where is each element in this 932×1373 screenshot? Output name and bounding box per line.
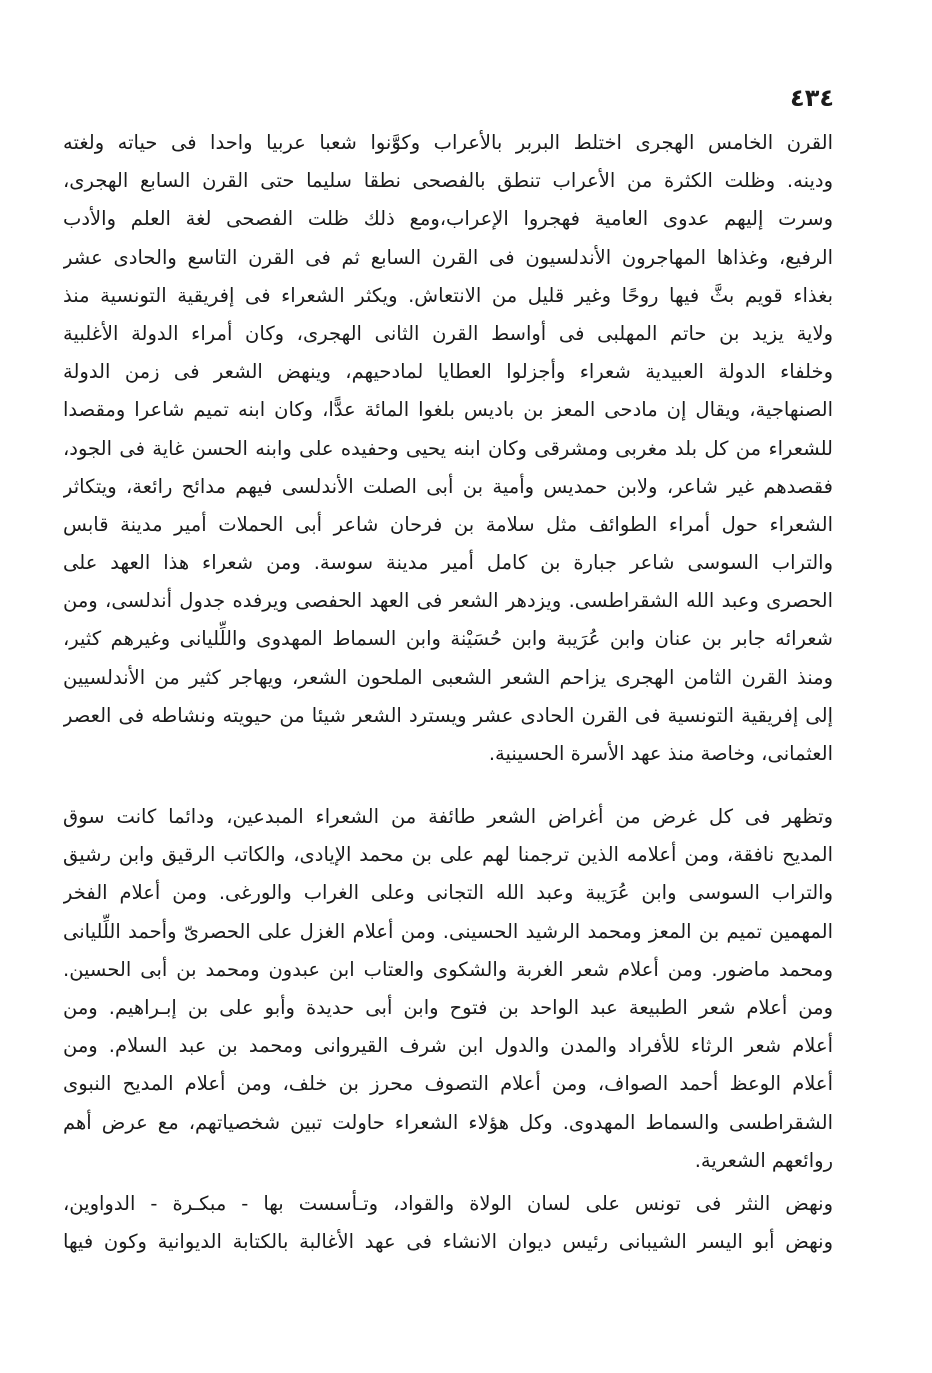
text-line: روائعهم الشعرية.: [694, 1148, 833, 1172]
text-line: ومنذ القرن الثامن الهجرى يزاحم الشعر الشعبى الملحون الشعر، ويهاجر كثير من الأندلسيين: [63, 665, 833, 689]
text-line: المهمين تميم بن المعز ومحمد الرشيد الحسينى. ومن أعلام الغزل على الحصرىّ وأحمد اللِّليانى: [63, 919, 833, 943]
text-line: ومحمد ماضور. ومن أعلام شعر الغربة والشكوى والعتاب ابن عبدون ومحمد بن أبى الحسين.: [63, 957, 833, 981]
text-line: للشعراء من كل بلد مغربى ومشرقى وكان ابنه يحيى وحفيده على وابنه الحسن غاية فى الجود،: [63, 436, 833, 460]
text-line: بغذاء قويم بثَّ فيها روحًا وغير قليل من الانتعاش. ويكثر الشعراء فى إفريقية التونسية منذ: [63, 283, 833, 307]
text-line: وتظهر فى كل غرض من أغراض الشعر طائفة من الشعراء المبدعين، ودائما كانت سوق: [63, 805, 833, 828]
text-line: الصنهاجية، ويقال إن مادحى المعز بن باديس بلغوا المائة عدًّا، وكان ابنه تميم شاعرا ومقصدا: [63, 398, 833, 422]
text-line: الرفيع، وغذاها المهاجرون الأندلسيون فى القرن السابع ثم فى القرن التاسع والحادى عشر: [63, 245, 833, 269]
text-line: ودينه. وظلت الكثرة من الأعراب تنطق بالفصحى نطقا سليما حتى القرن السابع الهجرى،: [63, 169, 833, 193]
text-line: إلى إفريقية التونسية فى القرن الحادى عشر ويسترد الشعر شيئا من حيويته ونشاطه فى العصر: [63, 703, 833, 727]
page-number: ٤٣٤: [790, 84, 834, 112]
text-line: ونهض أبو اليسر الشيبانى رئيس ديوان الانشاء فى عهد الأغالبة بالكتابة الديوانية وكون فيها: [63, 1230, 833, 1254]
text-line: العثمانى، وخاصة منذ عهد الأسرة الحسينية.: [488, 742, 833, 765]
text-line: شعرائه جابر بن عنان وابن عُرَيبة وابن حُسَيْنة وابن السماط المهدوى واللِّليانى وغيرهم كثير،: [63, 627, 833, 651]
text-line: الشعراء حول أمراء الطوائف مثل سلامة بن فرحان شاعر أبى الحملات أمير مدينة قابس: [63, 512, 833, 536]
text-line: الحصرى وعبد الله الشقراطسى. ويزدهر الشعر فى العهد الحفصى ويرفده جدول أندلسى، ومن: [63, 589, 833, 613]
text-line: ونهض النثر فى تونس على لسان الولاة والقواد، وتـأسست بها - مبكـرة - الدواوين،: [63, 1192, 833, 1215]
text-line: وخلفاء الدولة العبيدية شعراء وأجزلوا العطايا لمادحيهم، وينهض الشعر فى زمن الدولة: [63, 360, 833, 384]
paragraph-3: [63, 1185, 833, 1261]
text-line: القرن الخامس الهجرى اختلط البربر بالأعراب وكوَّنوا شعبا عربيا واحدا فى حياته ولغته: [63, 131, 833, 154]
text-line: والتراب السوسى وابن عُرَيبة وعبد الله التجانى وعلى الغراب والورغى. ومن أعلام الفخر: [63, 881, 833, 905]
text-line: المديح نافقة، ومن أعلامه الذين ترجمنا لهم على بن محمد الإيادى، والكاتب الرقيق وابن رشيق: [63, 843, 833, 867]
text-line: والتراب السوسى شاعر جبارة بن كامل أمير مدينة سوسة. ومن شعراء هذا العهد على: [63, 551, 833, 575]
text-line: ولاية يزيد بن حاتم المهلبى فى أواسط القرن الثانى الهجرى، وكان أمراء الدولة الأغلبية: [63, 321, 833, 345]
text-line: فقصدهم غير شاعر، ولابن حمديس وأمية بن أبى الصلت الأندلسى فيهم مدائح رائعة، ويتكاثر: [63, 474, 833, 498]
paragraph-2: [63, 798, 833, 1180]
text-line: ومن أعلام شعر الطبيعة عبد الواحد بن فتوح وابن أبى حديدة وأبو على بن إبـراهيم. ومن: [63, 995, 833, 1019]
text-line: أعلام الوعظ أحمد الصواف، ومن أعلام التصوف محرز بن خلف، ومن أعلام المديح النبوى: [63, 1072, 833, 1096]
paragraph-1: [63, 124, 833, 773]
text-line: أعلام شعر الرثاء للأفراد والمدن والدول ابن شرف القيروانى ومحمد بن عبد السلام. ومن: [63, 1034, 833, 1058]
text-line: وسرت إليهم عدوى العامية فهجروا الإعراب،ومع ذلك ظلت الفصحى لغة العلم والأدب: [63, 207, 833, 231]
text-line: الشقراطسى والسماط المهدوى. وكل هؤلاء الشعراء حاولت تبين شخصياتهم، مع عرض أهم: [63, 1110, 833, 1134]
